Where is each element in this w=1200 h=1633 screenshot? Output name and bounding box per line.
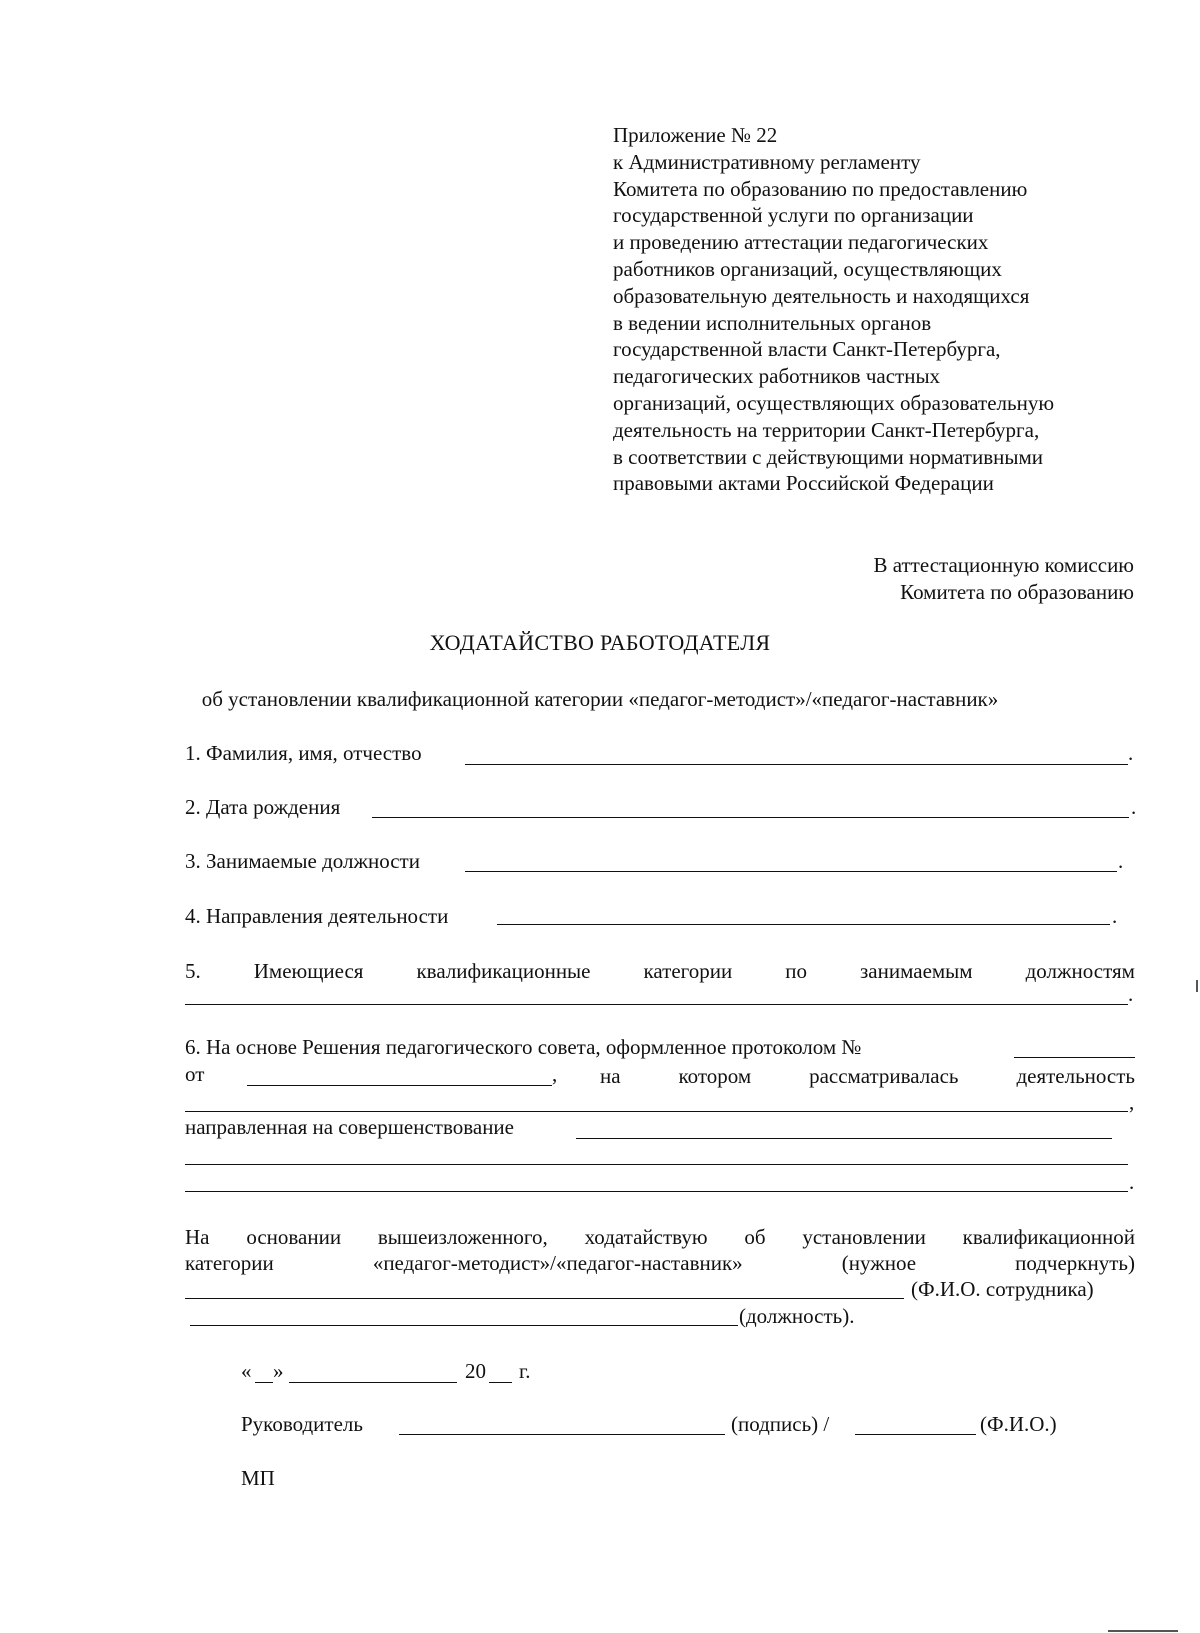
petition-word: квалификационной	[962, 1225, 1135, 1249]
field-council-word: котором	[678, 1064, 752, 1088]
petition-word: На	[185, 1225, 210, 1249]
date-day-line[interactable]	[255, 1382, 273, 1383]
signature-line[interactable]	[399, 1434, 725, 1435]
annex-line: педагогических работников частных	[613, 364, 941, 389]
field-categories-word: по	[785, 959, 807, 983]
field-birthdate-period: .	[1131, 795, 1137, 819]
field-categories-word: квалификационные	[416, 959, 591, 983]
annex-line: государственной власти Санкт-Петербурга,	[613, 337, 1001, 362]
stamp-place-label: МП	[241, 1466, 275, 1490]
annex-line: образовательную деятельность и находящихся	[613, 283, 1030, 308]
date-year-prefix: 20	[465, 1359, 486, 1383]
date-month-line[interactable]	[289, 1382, 457, 1383]
addressee-line-1: В аттестационную комиссию	[873, 553, 1134, 577]
field-council-word: деятельность	[1016, 1064, 1135, 1088]
petition-line-1	[185, 1225, 1135, 1250]
petition-word: об	[744, 1225, 766, 1249]
annex-line: деятельность на территории Санкт-Петербурга,	[613, 417, 1040, 442]
annex-line: Комитета по образованию по предоставлению	[613, 176, 1028, 201]
field-categories-word: Имеющиеся	[253, 959, 364, 983]
field-categories-line[interactable]	[185, 1004, 1128, 1005]
annex-line: правовыми актами Российской Федерации	[613, 471, 994, 496]
field-council-activity-text	[600, 1064, 1135, 1089]
field-council-date-line[interactable]	[247, 1085, 552, 1086]
field-direction-line-1[interactable]	[576, 1138, 1112, 1139]
annex-line: государственной услуги по организации	[613, 203, 974, 228]
addressee-line-2: Комитета по образованию	[900, 580, 1134, 604]
employee-position-line[interactable]	[190, 1325, 738, 1326]
field-birthdate-line[interactable]	[372, 817, 1129, 818]
field-protocol-number-line[interactable]	[1014, 1057, 1135, 1058]
petition-word: категории	[185, 1251, 274, 1275]
annex-line: и проведению аттестации педагогических	[613, 230, 989, 255]
field-council-activity-line[interactable]	[185, 1111, 1128, 1112]
petition-word: (нужное	[841, 1251, 917, 1275]
annex-header	[613, 122, 1153, 497]
employee-fio-line[interactable]	[185, 1298, 904, 1299]
field-fio-label: 1. Фамилия, имя, отчество	[185, 741, 422, 765]
field-categories-word: 5.	[185, 959, 201, 983]
date-close-quote: »	[273, 1359, 284, 1383]
petition-word: подчеркнуть)	[1015, 1251, 1135, 1275]
petition-word: «педагог-методист»/«педагог-наставник»	[372, 1251, 743, 1275]
signature-fio-line[interactable]	[855, 1434, 976, 1435]
field-activity-period: .	[1112, 904, 1118, 928]
document-title: ХОДАТАЙСТВО РАБОТОДАТЕЛЯ	[429, 630, 771, 655]
field-categories-label	[185, 959, 1135, 984]
petition-word: основании	[246, 1225, 342, 1249]
date-open-quote: «	[241, 1359, 252, 1383]
field-council-date-comma: ,	[552, 1062, 558, 1086]
signature-head-label: Руководитель	[241, 1412, 363, 1436]
employee-fio-hint: (Ф.И.О. сотрудника)	[911, 1277, 1094, 1301]
field-direction-label: направленная на совершенствование	[185, 1115, 514, 1139]
field-categories-word: занимаемым	[860, 959, 973, 983]
annex-line: в ведении исполнительных органов	[613, 310, 932, 335]
annex-line: в соответствии с действующими нормативными	[613, 444, 1044, 469]
annex-line: Приложение № 22	[613, 123, 778, 147]
petition-line-2	[185, 1251, 1135, 1276]
field-fio-period: .	[1128, 741, 1134, 765]
scan-bottom-mark	[1108, 1630, 1178, 1632]
field-council-from-label: от	[185, 1062, 205, 1086]
scan-edge-mark	[1196, 980, 1198, 992]
signature-fio-hint: (Ф.И.О.)	[980, 1412, 1057, 1436]
field-council-activity-comma: ,	[1129, 1090, 1135, 1114]
field-council-label: 6. На основе Решения педагогического совета, оформленное протоколом №	[185, 1035, 862, 1059]
field-positions-label: 3. Занимаемые должности	[185, 849, 420, 873]
document-subtitle: об установлении квалификационной категории «педагог-методист»/«педагог-наставник»	[201, 687, 999, 711]
field-categories-period: .	[1128, 982, 1134, 1006]
annex-line: к Административному регламенту	[613, 149, 921, 174]
annex-line: организаций, осуществляющих образовательную	[613, 390, 1055, 415]
petition-word: ходатайствую	[584, 1225, 708, 1249]
field-categories-word: должностям	[1025, 959, 1135, 983]
field-direction-line-2[interactable]	[185, 1164, 1128, 1165]
field-fio-line[interactable]	[465, 764, 1128, 765]
field-categories-word: категории	[643, 959, 733, 983]
employee-position-hint: (должность).	[739, 1304, 855, 1328]
field-activity-line[interactable]	[497, 924, 1110, 925]
annex-line: работников организаций, осуществляющих	[613, 256, 1002, 281]
petition-word: установлении	[802, 1225, 926, 1249]
field-council-word: на	[600, 1064, 621, 1088]
field-birthdate-label: 2. Дата рождения	[185, 795, 341, 819]
field-activity-label: 4. Направления деятельности	[185, 904, 449, 928]
field-positions-period: .	[1118, 849, 1124, 873]
date-year-suffix: г.	[519, 1359, 531, 1383]
field-direction-line-3[interactable]	[185, 1191, 1128, 1192]
field-council-word: рассматривалась	[809, 1064, 959, 1088]
petition-word: вышеизложенного,	[377, 1225, 548, 1249]
field-positions-line[interactable]	[465, 871, 1117, 872]
field-direction-period: .	[1129, 1170, 1135, 1194]
signature-sign-hint: (подпись) /	[731, 1412, 830, 1436]
date-year-line[interactable]	[489, 1382, 512, 1383]
